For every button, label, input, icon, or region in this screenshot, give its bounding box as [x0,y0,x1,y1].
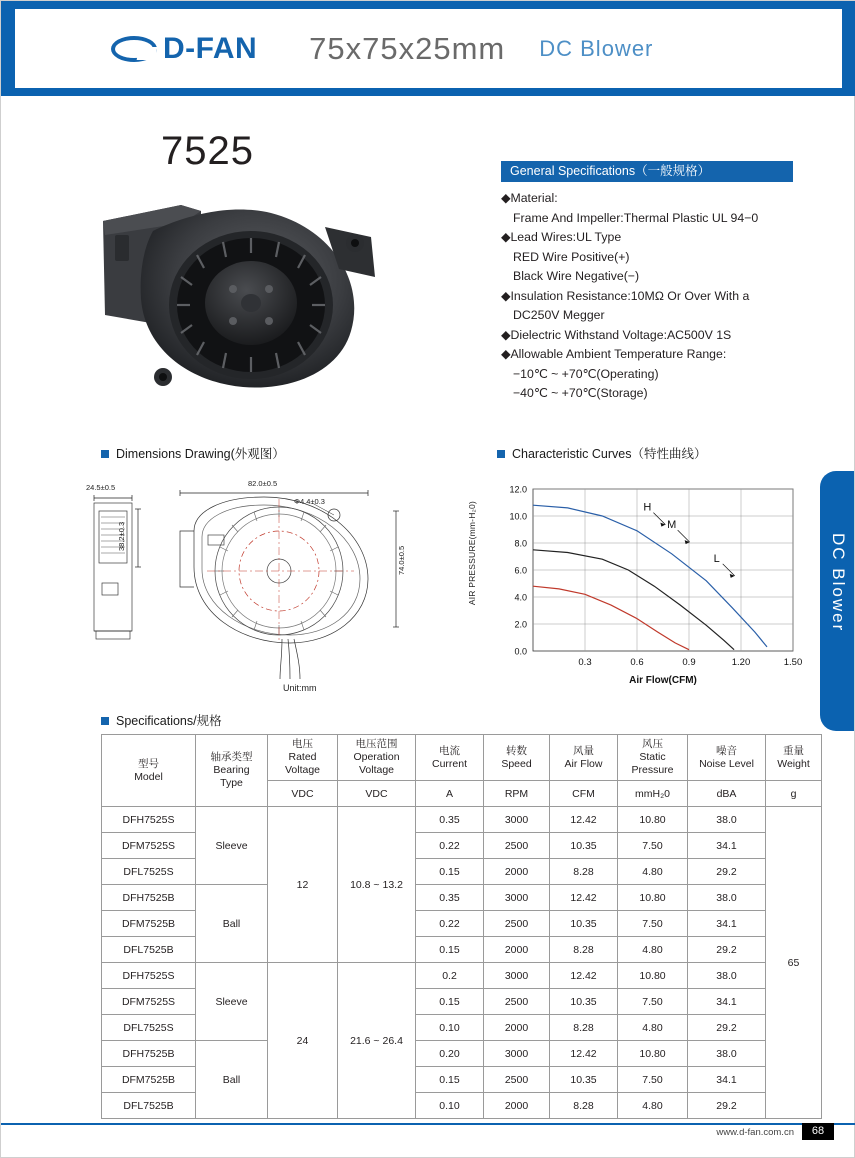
cell-model: DFM7525S [102,989,196,1015]
page-number: 68 [802,1123,834,1140]
cell-speed: 2500 [484,833,550,859]
cell-model: DFH7525B [102,1041,196,1067]
cell-speed: 3000 [484,807,550,833]
cell-speed: 2000 [484,859,550,885]
bullet-square-icon [497,450,505,458]
svg-text:0.0: 0.0 [514,646,527,657]
th-noise-level: 噪音 Noise Level [688,735,766,781]
svg-text:10.0: 10.0 [509,511,527,522]
page-header-band [1,1,855,96]
footer-divider [1,1123,855,1125]
cell-air-flow: 10.35 [550,833,618,859]
section-curves-heading: Characteristic Curves（特性曲线） [497,444,706,462]
general-specifications-body [501,189,831,404]
spec-line: ◆Material: [501,191,558,205]
svg-text:L: L [713,552,720,565]
cell-static-pressure: 4.80 [618,859,688,885]
cell-model: DFH7525S [102,963,196,989]
cell-current: 0.15 [416,859,484,885]
bullet-square-icon [101,717,109,725]
cell-current: 0.15 [416,937,484,963]
th-speed: 转数 Speed [484,735,550,781]
blower-illustration [93,191,393,401]
cell-bearing: Sleeve [196,807,268,885]
cell-static-pressure: 7.50 [618,833,688,859]
cell-noise-level: 29.2 [688,937,766,963]
cell-static-pressure: 7.50 [618,989,688,1015]
cell-current: 0.10 [416,1015,484,1041]
svg-text:2.0: 2.0 [514,619,527,630]
spec-line: ◆Lead Wires:UL Type [501,230,622,244]
cell-speed: 2000 [484,1093,550,1119]
brand-name: D-FAN [163,31,258,65]
cell-current: 0.15 [416,989,484,1015]
spec-line: ◆Insulation Resistance:10MΩ Or Over With a [501,288,750,303]
cell-static-pressure: 4.80 [618,937,688,963]
cell-air-flow: 12.42 [550,1041,618,1067]
th-air-flow: 风量 Air Flow [550,735,618,781]
cell-air-flow: 8.28 [550,1015,618,1041]
cell-current: 0.22 [416,911,484,937]
spec-line: RED Wire Positive(+) [513,249,630,264]
side-tab-label: DC Blower [829,533,848,633]
cell-speed: 2500 [484,989,550,1015]
cell-static-pressure: 10.80 [618,885,688,911]
table-row [102,963,822,989]
cell-static-pressure: 4.80 [618,1015,688,1041]
unit-air-flow: CFM [550,781,618,807]
cell-static-pressure: 10.80 [618,963,688,989]
cell-operation-voltage: 21.6 ~ 26.4 [338,963,416,1119]
cell-static-pressure: 7.50 [618,911,688,937]
spec-line: −10℃ ~ +70℃(Operating) [513,366,659,381]
cell-model: DFL7525S [102,1015,196,1041]
cell-noise-level: 34.1 [688,1067,766,1093]
svg-text:0.3: 0.3 [578,657,592,668]
spec-line: ◆Dielectric Withstand Voltage:AC500V 1S [501,327,732,342]
cell-operation-voltage: 10.8 ~ 13.2 [338,807,416,963]
cell-current: 0.15 [416,1067,484,1093]
cell-air-flow: 10.35 [550,1067,618,1093]
cell-air-flow: 8.28 [550,937,618,963]
dimension-svg [76,471,476,701]
cell-static-pressure: 7.50 [618,1067,688,1093]
cell-weight: 65 [766,807,822,1119]
dimensions-drawing [76,471,476,701]
cell-current: 0.22 [416,833,484,859]
svg-text:Φ4.4±0.3: Φ4.4±0.3 [294,497,325,506]
cell-static-pressure: 10.80 [618,807,688,833]
cell-noise-level: 34.1 [688,833,766,859]
brand-logo [111,32,257,66]
cell-air-flow: 12.42 [550,885,618,911]
cell-noise-level: 29.2 [688,859,766,885]
cell-air-flow: 8.28 [550,859,618,885]
th-model: 型号 Model [102,735,196,807]
unit-noise-level: dBA [688,781,766,807]
cell-current: 0.20 [416,1041,484,1067]
spec-line: DC250V Megger [513,308,605,322]
fan-ellipse-icon [111,36,157,62]
svg-text:74.0±0.5: 74.0±0.5 [397,545,406,575]
th-weight: 重量 Weight [766,735,822,781]
svg-text:38.2±0.3: 38.2±0.3 [117,521,126,551]
table-row [102,807,822,833]
cell-current: 0.35 [416,885,484,911]
side-tab-dc-blower [820,471,854,731]
cell-model: DFL7525S [102,859,196,885]
cell-static-pressure: 4.80 [618,1093,688,1119]
svg-text:12.0: 12.0 [509,484,527,495]
cell-bearing: Sleeve [196,963,268,1041]
cell-rated-voltage: 12 [268,807,338,963]
page-header [15,9,842,88]
cell-air-flow: 10.35 [550,911,618,937]
unit-note: Unit:mm [283,683,317,693]
spec-line: Black Wire Negative(−) [513,269,640,283]
cell-noise-level: 38.0 [688,885,766,911]
cell-air-flow: 10.35 [550,989,618,1015]
cell-speed: 2000 [484,937,550,963]
cell-static-pressure: 10.80 [618,1041,688,1067]
cell-noise-level: 29.2 [688,1093,766,1119]
product-photo [93,191,393,401]
svg-text:4.0: 4.0 [514,592,527,603]
svg-text:M: M [667,519,677,532]
cell-bearing: Ball [196,1041,268,1119]
cell-air-flow: 12.42 [550,807,618,833]
cell-model: DFL7525B [102,1093,196,1119]
cell-speed: 2500 [484,1067,550,1093]
th-bearing: 轴承类型 Bearing Type [196,735,268,807]
table-row [102,1041,822,1067]
cell-speed: 3000 [484,885,550,911]
spec-line: ◆Allowable Ambient Temperature Range: [501,347,727,361]
cell-bearing: Ball [196,885,268,963]
th-operation-voltage: 电压范围 Operation Voltage [338,735,416,781]
cell-noise-level: 34.1 [688,911,766,937]
cell-model: DFH7525B [102,885,196,911]
characteristic-curves-chart [467,471,811,706]
cell-noise-level: 29.2 [688,1015,766,1041]
section-dimensions-heading: Dimensions Drawing(外观图） [101,444,285,462]
cell-model: DFH7525S [102,807,196,833]
cell-air-flow: 8.28 [550,1093,618,1119]
cell-noise-level: 38.0 [688,963,766,989]
cell-current: 0.2 [416,963,484,989]
cell-current: 0.10 [416,1093,484,1119]
curves-svg [471,471,811,706]
cell-rated-voltage: 24 [268,963,338,1119]
unit-weight: g [766,781,822,807]
cell-noise-level: 38.0 [688,1041,766,1067]
svg-text:8.0: 8.0 [514,538,527,549]
section-specifications-heading: Specifications/规格 [101,711,222,729]
th-rated-voltage: 电压 Rated Voltage [268,735,338,781]
cell-model: DFM7525B [102,1067,196,1093]
svg-text:H: H [643,501,652,514]
cell-air-flow: 12.42 [550,963,618,989]
cell-speed: 2500 [484,911,550,937]
general-specifications-title: General Specifications（一般规格） [501,161,793,182]
svg-text:1.50: 1.50 [783,657,803,668]
product-type: DC Blower [539,35,654,61]
svg-text:Air Flow(CFM): Air Flow(CFM) [629,675,697,686]
chart-y-axis-label: AIR PRESSURE(mm-H₂0) [467,501,477,606]
table-header-row [102,735,822,781]
cell-speed: 2000 [484,1015,550,1041]
model-number: 7525 [161,129,254,173]
footer-website: www.d-fan.com.cn [716,1127,794,1138]
cell-model: DFM7525B [102,911,196,937]
svg-text:0.9: 0.9 [682,657,696,668]
unit-speed: RPM [484,781,550,807]
th-current: 电流 Current [416,735,484,781]
spec-line: Frame And Impeller:Thermal Plastic UL 94−0 [513,210,759,225]
svg-text:1.20: 1.20 [731,657,751,668]
cell-current: 0.35 [416,807,484,833]
spec-line: −40℃ ~ +70℃(Storage) [513,386,648,400]
cell-model: DFM7525S [102,833,196,859]
svg-text:0.6: 0.6 [630,657,644,668]
product-size: 75x75x25mm [309,30,506,66]
specifications-table [101,734,822,1119]
unit-static-pressure: mmH₂0 [618,781,688,807]
th-static-pressure: 风压 Static Pressure [618,735,688,781]
bullet-square-icon [101,450,109,458]
table-row [102,885,822,911]
cell-speed: 3000 [484,963,550,989]
cell-noise-level: 38.0 [688,807,766,833]
unit-rated-voltage: VDC [268,781,338,807]
cell-noise-level: 34.1 [688,989,766,1015]
svg-text:24.5±0.5: 24.5±0.5 [86,483,116,492]
cell-speed: 3000 [484,1041,550,1067]
svg-text:6.0: 6.0 [514,565,527,576]
unit-operation-voltage: VDC [338,781,416,807]
unit-current: A [416,781,484,807]
cell-model: DFL7525B [102,937,196,963]
svg-text:82.0±0.5: 82.0±0.5 [248,479,278,488]
